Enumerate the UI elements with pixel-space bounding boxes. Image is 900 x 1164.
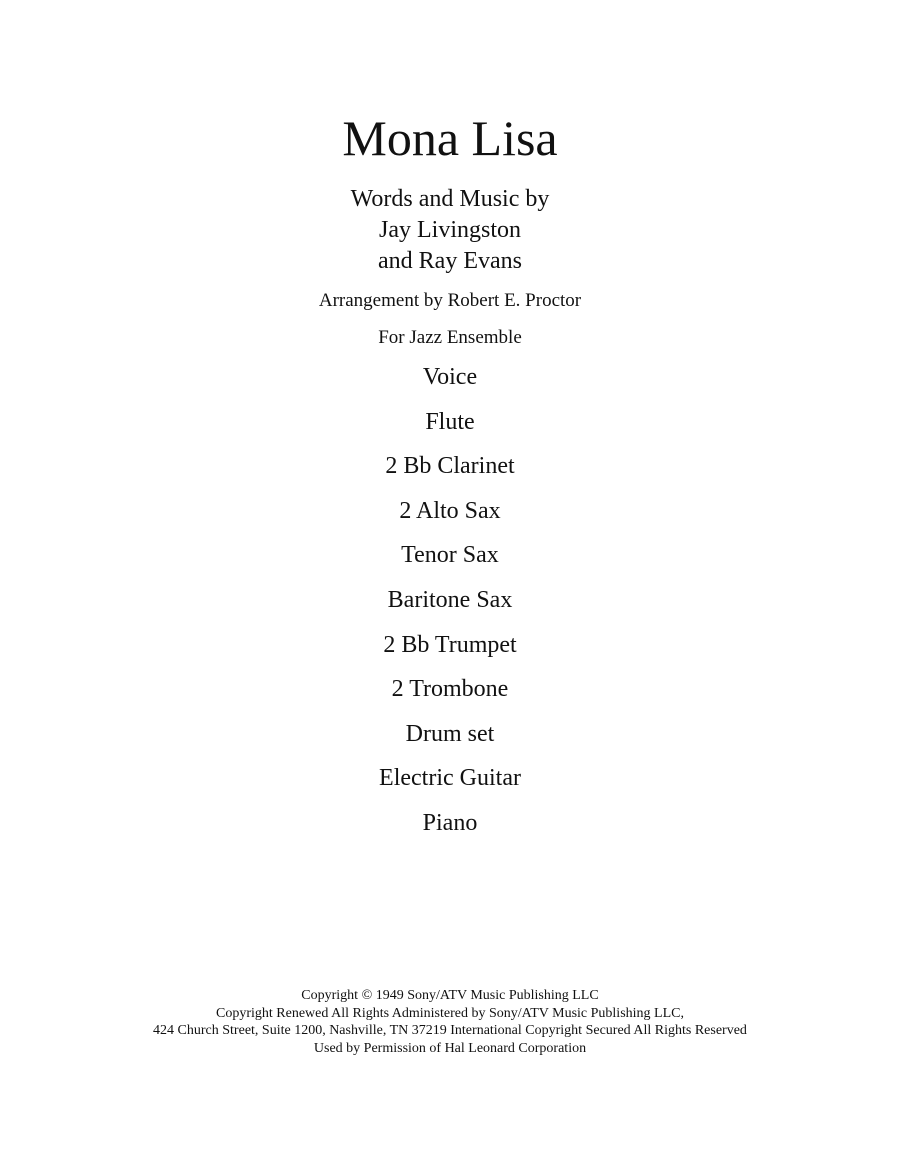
copyright-line: 424 Church Street, Suite 1200, Nashville, TN 37219 International Copyright Secured All Rights Reserved [153,1023,747,1038]
credit-composer-2: and Ray Evans [378,248,522,274]
ensemble-label: For Jazz Ensemble [378,327,522,348]
copyright-notice [0,987,900,1057]
instrument-item: 2 Alto Sax [399,497,501,524]
instrument-item: Baritone Sax [387,586,513,613]
instrument-item: Piano [422,809,478,836]
copyright-line: Copyright © 1949 Sony/ATV Music Publishing LLC [301,988,599,1003]
copyright-line: Used by Permission of Hal Leonard Corporation [313,1040,587,1056]
instrument-item: Drum set [405,720,495,747]
instrument-item: 2 Bb Trumpet [383,631,517,658]
credit-composer-1: Jay Livingston [379,217,521,243]
arrangement-credit: Arrangement by Robert E. Proctor [318,290,582,311]
instrument-item: Electric Guitar [379,765,521,792]
copyright-line: Copyright Renewed All Rights Administered by Sony/ATV Music Publishing LLC, [216,1005,684,1021]
instrument-item: 2 Trombone [391,676,509,703]
credit-words-and-music: Words and Music by [350,186,550,212]
instrument-item: Voice [422,364,478,390]
instrument-item: Flute [425,408,475,435]
instrument-list [0,362,900,853]
instrument-item: 2 Bb Clarinet [385,453,515,480]
instrument-item: Tenor Sax [401,542,499,569]
page-title: Mona Lisa [342,110,558,166]
